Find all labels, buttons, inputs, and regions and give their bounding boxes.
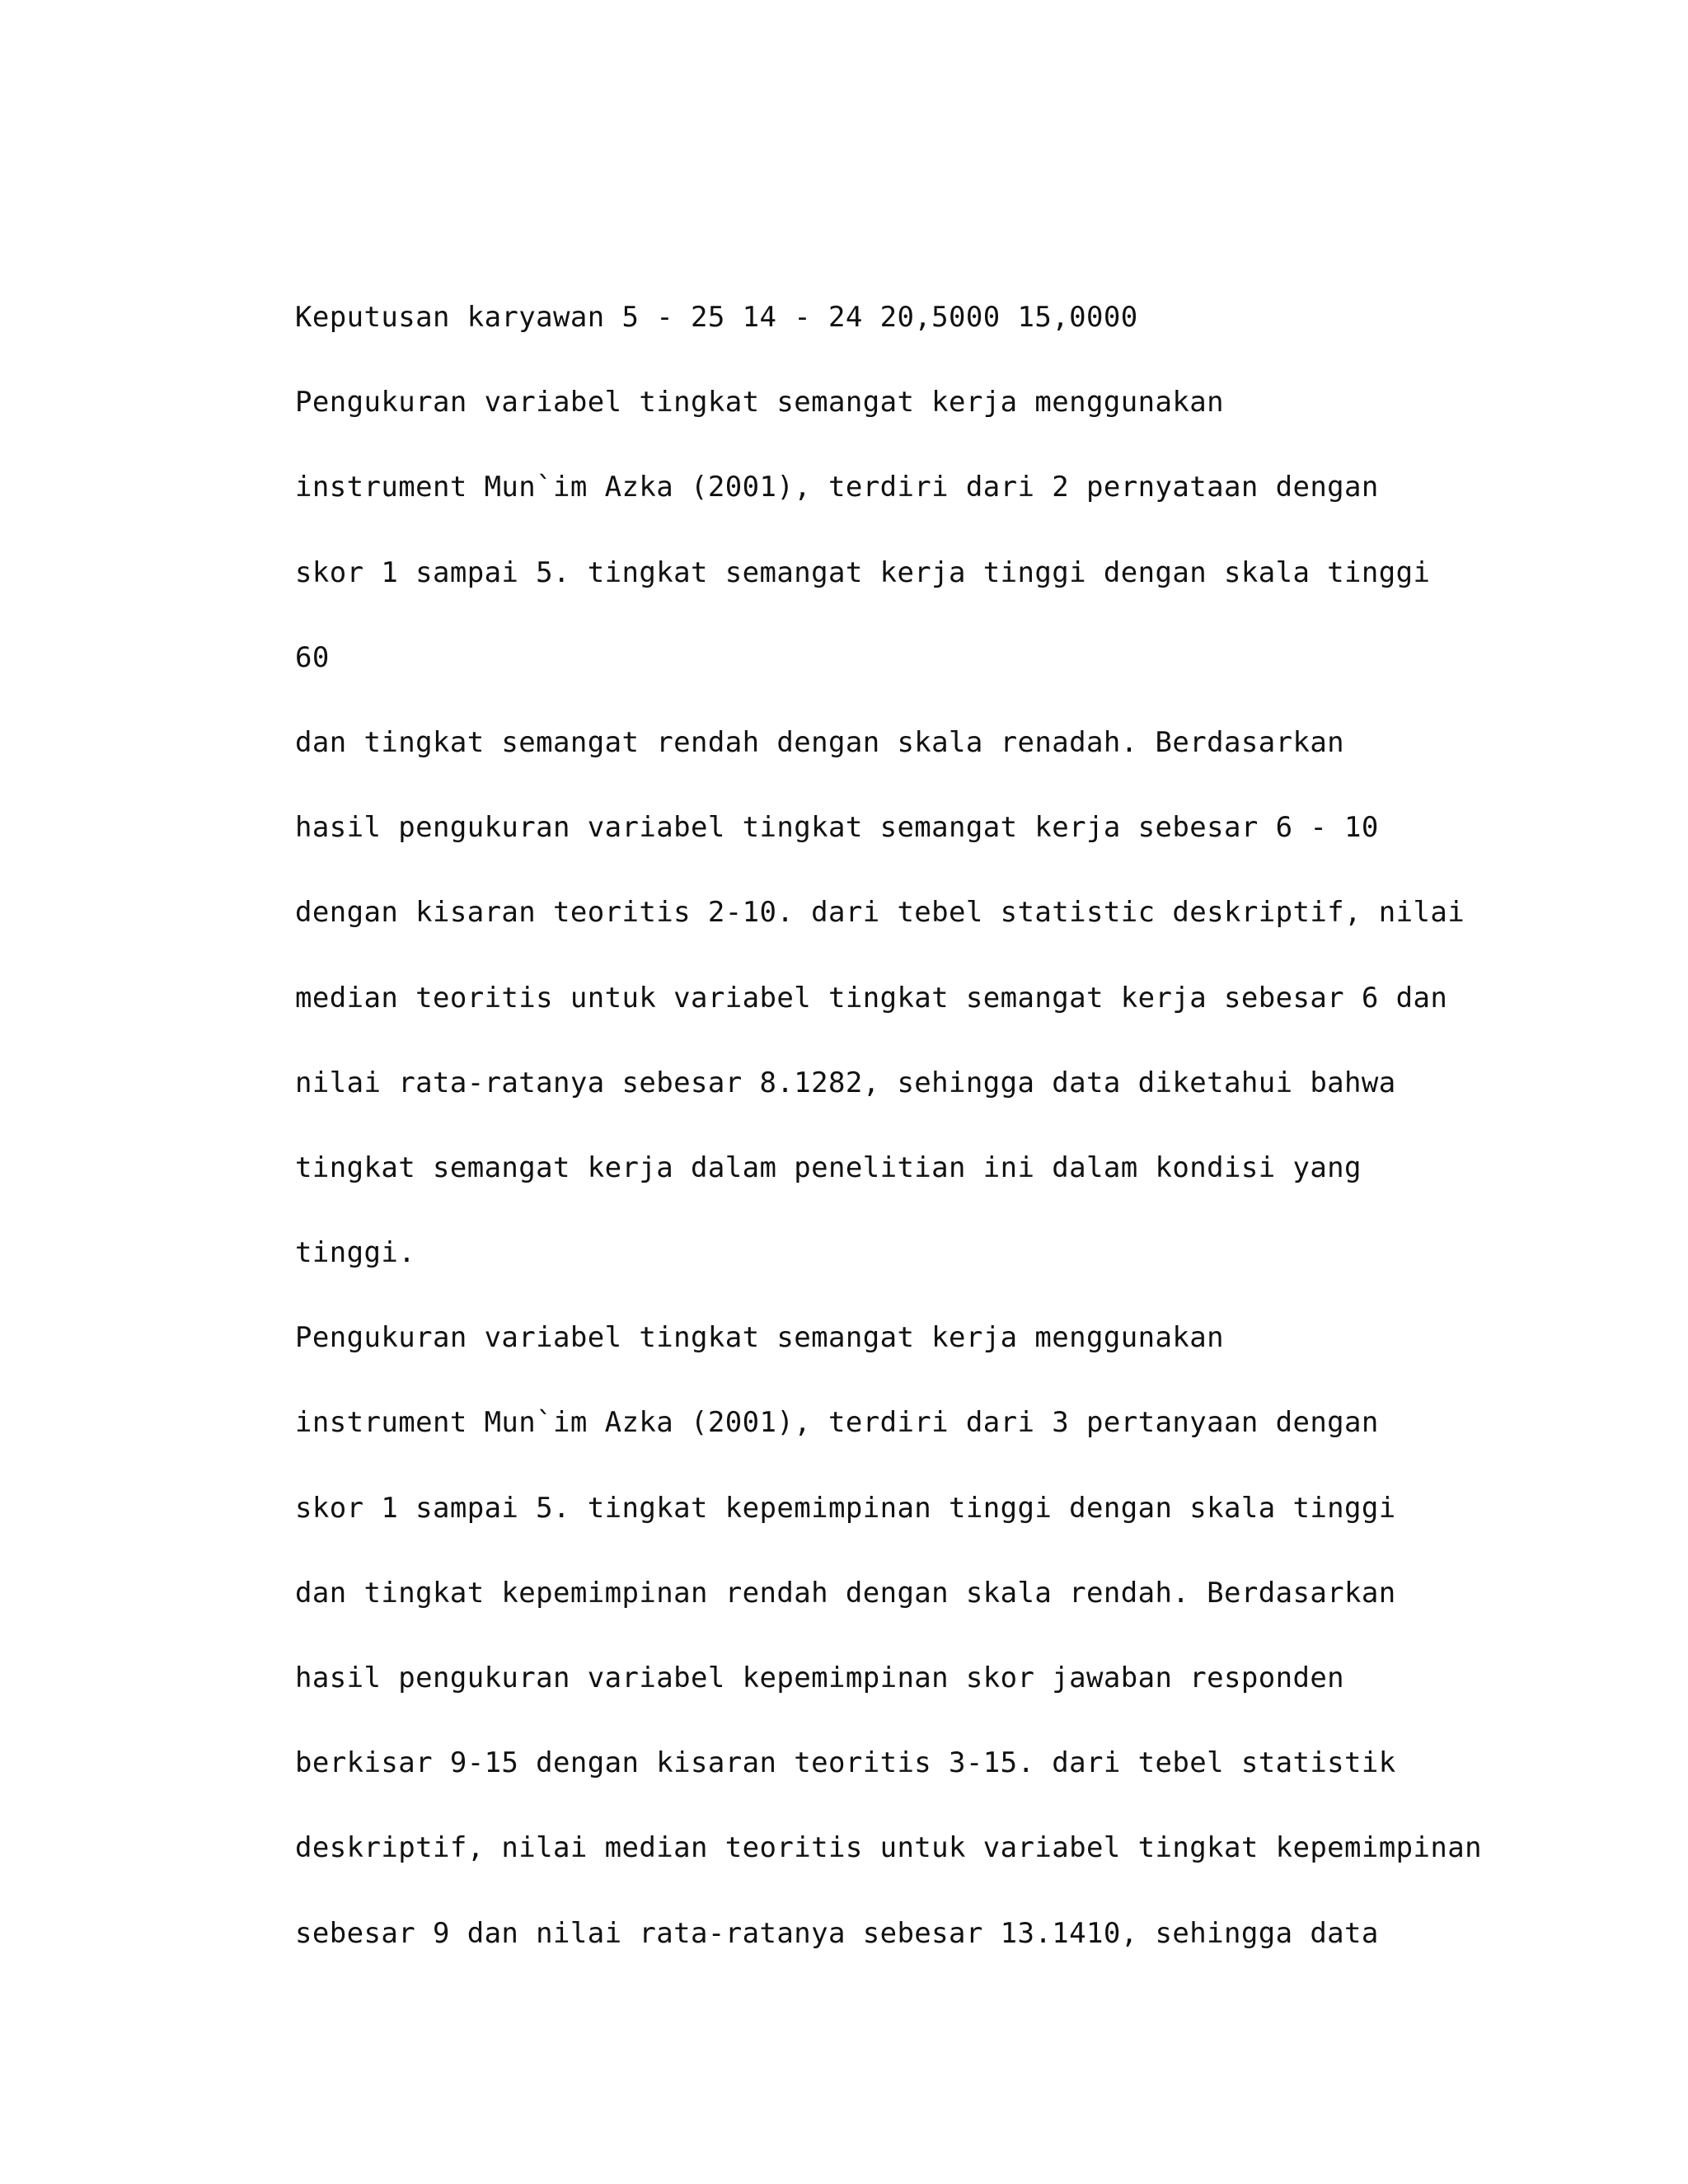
text-line: instrument Mun`im Azka (2001), terdiri dari 3 pertanyaan dengan [295, 1406, 1379, 1440]
body-text [295, 293, 1483, 1994]
text-line: skor 1 sampai 5. tingkat semangat kerja tinggi dengan skala tinggi [295, 555, 1431, 589]
text-line: instrument Mun`im Azka (2001), terdiri dari 2 pernyataan dengan [295, 471, 1379, 504]
text-line: median teoritis untuk variabel tingkat semangat kerja sebesar 6 dan [295, 981, 1448, 1015]
text-line: Keputusan karyawan 5 - 25 14 - 24 20,5000 15,0000 [295, 301, 1138, 334]
text-line: 60 [295, 640, 330, 674]
text-line: hasil pengukuran variabel tingkat semangat kerja sebesar 6 - 10 [295, 811, 1379, 845]
text-line: berkisar 9-15 dengan kisaran teoritis 3-15. dari tebel statistik [295, 1746, 1396, 1780]
text-line: nilai rata-ratanya sebesar 8.1282, sehingga data diketahui bahwa [295, 1066, 1396, 1099]
text-line: Pengukuran variabel tingkat semangat kerja menggunakan [295, 1321, 1224, 1355]
text-line: tingkat semangat kerja dalam penelitian ini dalam kondisi yang [295, 1151, 1362, 1184]
text-line: hasil pengukuran variabel kepemimpinan skor jawaban responden [295, 1661, 1345, 1694]
text-line: sebesar 9 dan nilai rata-ratanya sebesar 13.1410, sehingga data [295, 1916, 1379, 1950]
text-line: dan tingkat kepemimpinan rendah dengan skala rendah. Berdasarkan [295, 1576, 1396, 1610]
text-line: Pengukuran variabel tingkat semangat kerja menggunakan [295, 386, 1224, 419]
text-line: dan tingkat semangat rendah dengan skala renadah. Berdasarkan [295, 725, 1345, 759]
text-line: skor 1 sampai 5. tingkat kepemimpinan tinggi dengan skala tinggi [295, 1491, 1396, 1525]
text-line: deskriptif, nilai median teoritis untuk variabel tingkat kepemimpinan [295, 1831, 1483, 1865]
text-line: dengan kisaran teoritis 2-10. dari tebel statistic deskriptif, nilai [295, 896, 1465, 930]
text-line: tinggi. [295, 1236, 416, 1270]
